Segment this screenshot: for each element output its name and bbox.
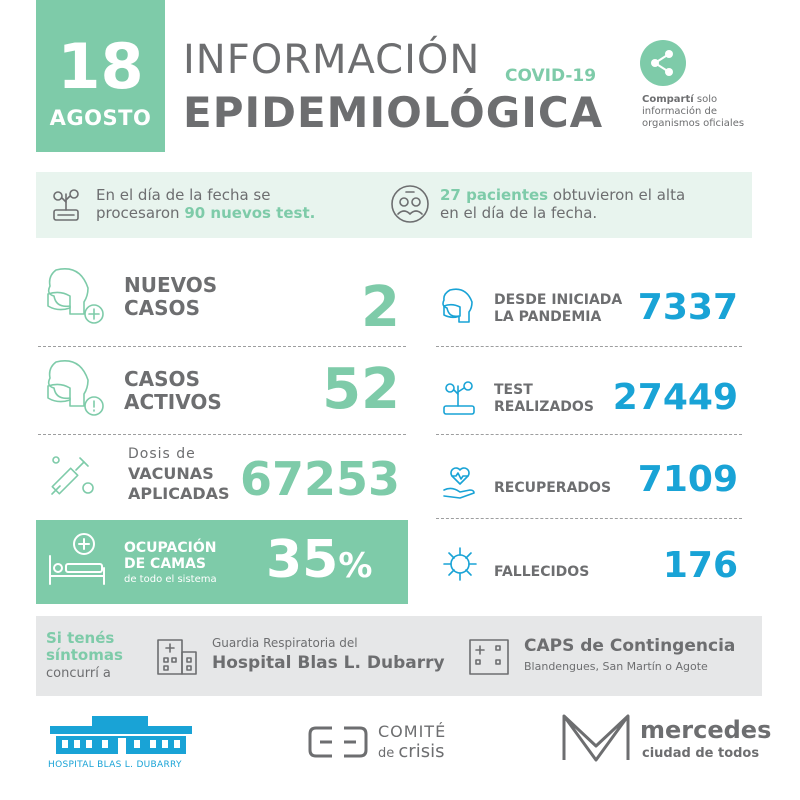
recuperados-value: 7109 xyxy=(637,459,738,500)
hospital-logo-text: HOSPITAL BLAS L. DUBARRY xyxy=(48,760,182,770)
title-informacion: INFORMACIÓN xyxy=(183,37,481,83)
footer-strip xyxy=(36,616,762,696)
share-icon[interactable] xyxy=(640,40,686,86)
masked-face-icon xyxy=(42,266,106,326)
share-rest-3: organismos oficiales xyxy=(642,118,745,129)
alta-text xyxy=(440,186,750,222)
camas-unit: % xyxy=(338,546,373,586)
camas-sub: de todo el sistema xyxy=(124,574,217,585)
test-label-2: REALIZADOS xyxy=(494,399,594,415)
share-rest-1: solo xyxy=(693,94,718,105)
title-epidemiologica: EPIDEMIOLÓGICA xyxy=(183,88,604,137)
nuevos-casos-label xyxy=(124,274,217,320)
masked-face-alert-icon xyxy=(42,358,106,418)
heart-hand-icon xyxy=(440,462,480,502)
vacunas-label-1: VACUNAS xyxy=(128,464,214,483)
recuperados-label: RECUPERADOS xyxy=(494,480,612,496)
comite-text: COMITÉ xyxy=(378,722,447,741)
mercedes-logo-icon xyxy=(560,710,632,764)
sintomas-text xyxy=(46,630,123,664)
alta-highlight: 27 pacientes xyxy=(440,186,549,204)
discharged-patients-icon xyxy=(390,184,430,224)
pandemia-label-2: LA PANDEMIA xyxy=(494,309,602,325)
date-month: AGOSTO xyxy=(49,106,152,130)
camas-label xyxy=(124,540,216,572)
vacunas-label xyxy=(128,464,230,504)
divider xyxy=(38,434,406,435)
test-label xyxy=(494,382,594,416)
test-label-1: TEST xyxy=(494,382,533,398)
divider xyxy=(38,346,406,347)
lab-test-icon xyxy=(48,186,84,224)
activos-label-1: CASOS xyxy=(124,367,200,391)
sintomas-2: síntomas xyxy=(46,646,123,664)
caps-big: CAPS de Contingencia xyxy=(524,636,736,656)
test-value: 27449 xyxy=(612,377,738,418)
casos-activos-label xyxy=(124,368,222,414)
date-day: 18 xyxy=(57,30,144,103)
vaccine-syringe-icon xyxy=(44,448,100,502)
share-rest-2: información de xyxy=(642,106,717,117)
comite-crisis-logo-icon xyxy=(306,724,370,760)
activos-label-2: ACTIVOS xyxy=(124,390,222,414)
caps-small: Blandengues, San Martín o Agote xyxy=(524,660,708,673)
pandemia-label xyxy=(494,292,622,326)
camas-value-wrap xyxy=(266,530,373,590)
alta-line1: obtuvieron el alta xyxy=(548,186,686,204)
alta-line2: en el día de la fecha. xyxy=(440,204,598,222)
divider xyxy=(436,346,742,347)
dosis-label: Dosis de xyxy=(128,446,196,462)
tests-line1: En el día de la fecha se xyxy=(96,186,271,204)
hospital-logo xyxy=(46,712,196,758)
virus-icon xyxy=(440,544,480,584)
ciudad-text: ciudad de todos xyxy=(642,746,760,761)
nuevos-label-1: NUEVOS xyxy=(124,273,218,297)
pandemic-face-icon xyxy=(440,286,480,326)
vacunas-label-2: APLICADAS xyxy=(128,484,230,503)
test-tube-icon xyxy=(440,378,480,418)
divider xyxy=(436,434,742,435)
camas-value: 35 xyxy=(266,530,339,590)
tests-line2: procesaron xyxy=(96,204,185,222)
nuevos-label-2: CASOS xyxy=(124,296,200,320)
mercedes-text: mercedes xyxy=(640,716,772,744)
camas-label-1: OCUPACIÓN xyxy=(124,540,217,556)
fallecidos-value: 176 xyxy=(662,545,738,586)
sintomas-3: concurrí a xyxy=(46,666,111,681)
share-note xyxy=(642,94,792,130)
pandemia-value: 7337 xyxy=(637,287,738,328)
date-box xyxy=(36,0,165,152)
nuevos-casos-value: 2 xyxy=(361,275,400,340)
sintomas-1: Si tenés xyxy=(46,629,115,647)
tests-highlight: 90 nuevos test. xyxy=(184,204,316,222)
pandemia-label-1: DESDE INICIADA xyxy=(494,292,623,308)
hospital-building-icon xyxy=(154,632,200,678)
guardia-small: Guardia Respiratoria del xyxy=(212,636,358,650)
title-covid-tag: COVID-19 xyxy=(505,66,597,86)
camas-label-2: DE CAMAS xyxy=(124,556,207,572)
casos-activos-value: 52 xyxy=(322,357,400,422)
fallecidos-label: FALLECIDOS xyxy=(494,564,590,580)
divider xyxy=(436,518,742,519)
hospital-bed-icon xyxy=(46,530,108,588)
crisis-text xyxy=(378,741,444,762)
crisis-word: crisis xyxy=(398,741,445,762)
camas-box xyxy=(36,520,408,604)
tests-text xyxy=(96,186,396,222)
info-strip xyxy=(36,172,752,238)
crisis-pre: de xyxy=(378,746,399,761)
vacunas-value: 67253 xyxy=(240,452,401,506)
guardia-big: Hospital Blas L. Dubarry xyxy=(212,653,445,673)
caps-building-icon xyxy=(466,632,512,678)
share-bold: Compartí xyxy=(642,94,694,105)
